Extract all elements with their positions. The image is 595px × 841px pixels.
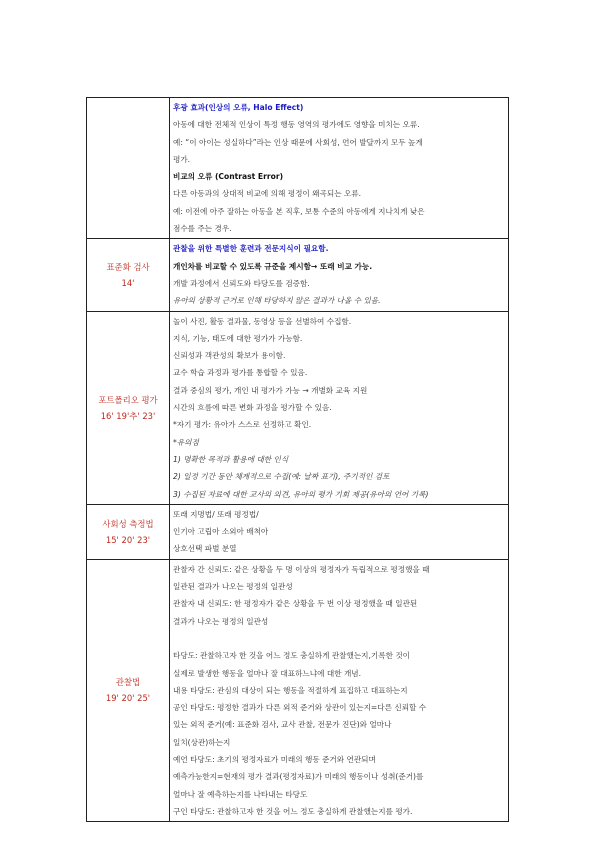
- description-line: 유아의 상황적 근거로 인해 타당하지 않은 결과가 나올 수 있음.: [173, 296, 381, 306]
- method-description-cell: [170, 98, 509, 239]
- description-line: 또래 지명법/ 또래 평정법/: [173, 509, 259, 519]
- method-name-cell: [87, 239, 170, 311]
- method-description-cell: [170, 559, 509, 821]
- table: [86, 97, 509, 822]
- evaluation-methods-table: [86, 97, 509, 822]
- description-line: 평가.: [173, 154, 191, 164]
- description-line: *유의점: [173, 437, 199, 447]
- description-line: 일치(상관)하는지: [173, 737, 231, 747]
- description-line: 교수 학습 과정과 평가를 통합할 수 있음.: [173, 368, 308, 378]
- description-line: 실제로 발생한 행동을 얼마나 잘 대표하느냐에 대한 개념.: [173, 668, 362, 678]
- description-line: 비교의 오류 (Contrast Error): [173, 172, 284, 182]
- method-description-cell: [170, 239, 509, 311]
- method-label: 포트폴리오 평가: [98, 394, 158, 405]
- table-row: [87, 559, 509, 821]
- description-line: 예: 이전에 아주 잘하는 아동을 본 직후, 보통 수준의 아동에게 지나치게 낮은: [173, 206, 425, 216]
- description-line: 놀이 사진, 활동 결과물, 동영상 등을 선별하여 수집함.: [173, 316, 352, 326]
- description-line: 시간의 흐름에 따른 변화 과정을 평가할 수 있음.: [173, 403, 332, 413]
- description-line: 상호선택 파벌 분열: [173, 544, 237, 554]
- exam-years: 16' 19'추' 23': [100, 410, 156, 421]
- description-line: 3) 수집된 자료에 대한 교사의 의견, 유아의 평가 기회 제공(유아의 언어 기록): [173, 489, 429, 499]
- description-line: 공인 타당도: 평정한 결과가 다른 외적 준거와 상관이 있는지=다른 신뢰할 수: [173, 703, 427, 713]
- description-line: 내용 타당도: 관심의 대상이 되는 행동을 적절하게 표집하고 대표하는지: [173, 685, 408, 695]
- method-name-cell: [87, 559, 170, 821]
- description-line: 1) 명확한 목적과 활용에 대한 인식: [173, 454, 289, 464]
- method-description-cell: [170, 504, 509, 559]
- exam-years: 14': [121, 277, 135, 288]
- description-line: *자기 평가: 유아가 스스로 선정하고 확인.: [173, 420, 312, 430]
- description-line: [173, 630, 505, 647]
- description-line: 결과 중심의 평가, 개인 내 평가가 가능 → 개별화 교육 지원: [173, 385, 368, 395]
- description-line: 후광 효과(인상의 오류, Halo Effect): [173, 103, 304, 112]
- table-row: [87, 504, 509, 559]
- method-label: 표준화 검사: [106, 261, 150, 272]
- description-line: 결과가 나오는 평정의 일관성: [173, 616, 269, 626]
- exam-years: 19' 20' 25': [105, 693, 151, 704]
- description-line: 관찰자 내 신뢰도: 한 평정자가 같은 상황을 두 번 이상 평정했을 때 일관된: [173, 599, 418, 609]
- description-line: 예측가능한지=현재의 평가 결과(평정자료)가 미래의 행동이나 성취(준거)를: [173, 772, 424, 782]
- method-name-cell: [87, 98, 170, 239]
- description-line: 일관된 결과가 나오는 평정의 일관성: [173, 582, 293, 592]
- table-row: [87, 98, 509, 239]
- exam-years: 15' 20' 23': [105, 534, 151, 545]
- method-label: 사회성 측정법: [102, 518, 154, 529]
- description-line: 관찰자 간 신뢰도: 같은 상황을 두 명 이상의 평정자가 독립적으로 평정했을 때: [173, 564, 430, 574]
- description-line: 타당도: 관찰하고자 한 것을 어느 정도 충실하게 관찰했는지,기록한 것이: [173, 651, 411, 661]
- description-line: 2) 일정 기간 동안 체계적으로 수집(예: 날짜 표기), 주기적인 검토: [173, 472, 390, 482]
- description-line: 예: “이 아이는 성실하다”라는 인상 때문에 사회성, 언어 발달까지 모두 높게: [173, 137, 423, 147]
- description-line: 다른 아동과의 상대적 비교에 의해 평정이 왜곡되는 오류.: [173, 189, 362, 199]
- description-line: 개인차를 비교할 수 있도록 규준을 제시함→ 또래 비교 가능.: [173, 261, 373, 271]
- description-line: 얼마나 잘 예측하는지를 나타내는 타당도: [173, 789, 308, 799]
- method-name-cell: [87, 504, 170, 559]
- description-line: 신뢰성과 객관성의 확보가 용이함.: [173, 351, 286, 361]
- description-line: 아동에 대한 전체적 인상이 특정 행동 영역의 평가에도 영향을 미치는 오류.: [173, 120, 420, 130]
- table-row: [87, 239, 509, 311]
- method-description-cell: [170, 311, 509, 504]
- description-line: 개발 과정에서 신뢰도와 타당도를 검증함.: [173, 278, 310, 288]
- method-label: 관찰법: [115, 677, 141, 688]
- description-line: 지식, 기능, 태도에 대한 평가가 가능함.: [173, 333, 303, 343]
- table-row: [87, 311, 509, 504]
- description-line: 구인 타당도: 관찰하고자 한 것을 어느 정도 충실하게 관찰했는지를 평가.: [173, 806, 413, 816]
- description-line: 점수를 주는 경우.: [173, 224, 232, 234]
- description-line: 예언 타당도: 초기의 평정자료가 미래의 행동 준거와 연관되며: [173, 754, 376, 764]
- method-name-cell: [87, 311, 170, 504]
- description-line: 있는 외적 준거(예: 표준화 검사, 교사 관찰, 전문가 진단)와 얼마나: [173, 720, 392, 730]
- description-line: 관찰을 위한 특별한 훈련과 전문지식이 필요함.: [173, 244, 329, 254]
- description-line: 인기아 고립아 소외아 배척아: [173, 527, 269, 537]
